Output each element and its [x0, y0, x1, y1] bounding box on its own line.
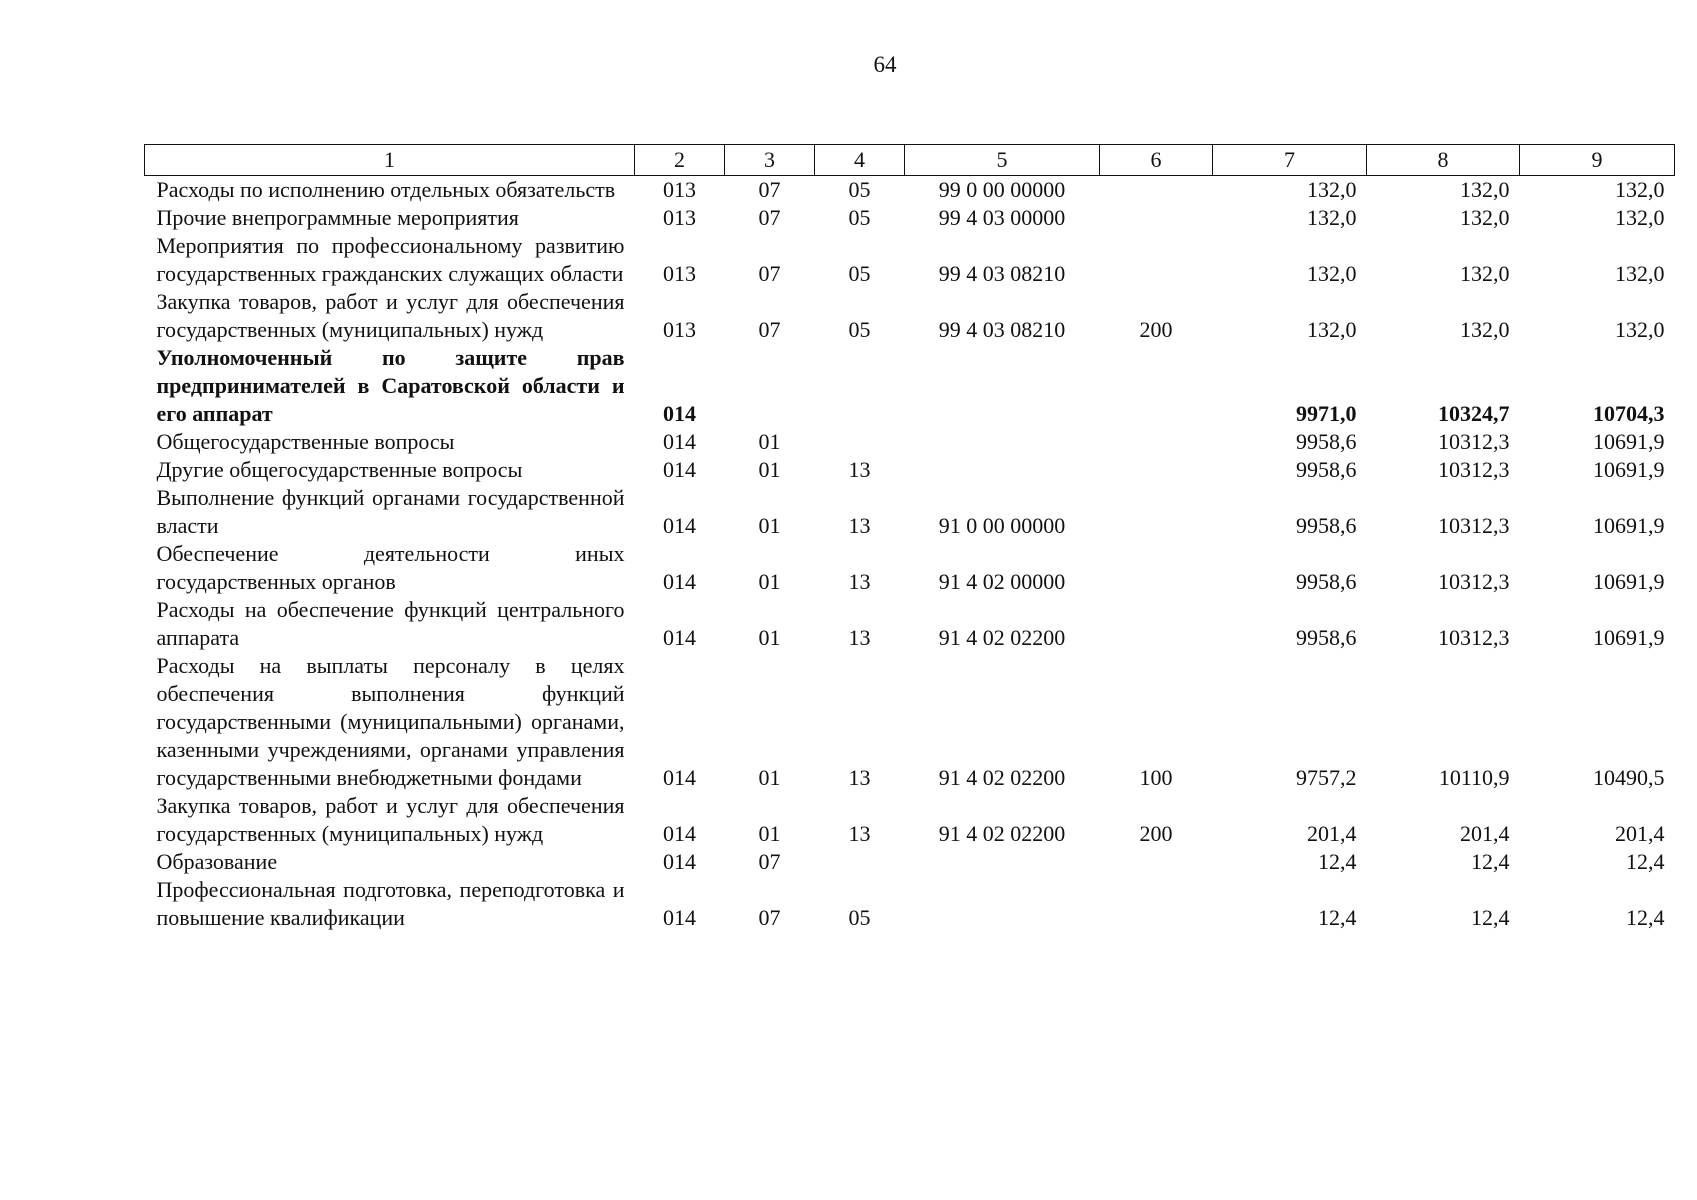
code-target-item-cell: 91 4 02 02200 [938, 821, 1066, 846]
code-admin-cell: 013 [663, 177, 696, 202]
code-expense-type-cell [1100, 540, 1213, 596]
code-admin-cell: 014 [663, 513, 696, 538]
column-header: 9 [1520, 145, 1675, 176]
column-header: 5 [905, 145, 1100, 176]
code-admin-cell: 014 [663, 905, 696, 930]
code-target-item-cell [905, 428, 1100, 456]
amount-col9-cell: 132,0 [1615, 205, 1665, 230]
amount-col8-cell: 132,0 [1460, 205, 1510, 230]
code-section-cell: 01 [758, 513, 781, 538]
code-expense-type-cell: 200 [1139, 317, 1173, 342]
amount-col7-cell: 9958,6 [1296, 429, 1357, 454]
code-admin-cell: 014 [663, 821, 696, 846]
code-subsection-cell [815, 428, 905, 456]
code-section-cell: 07 [758, 205, 781, 230]
column-header: 6 [1100, 145, 1213, 176]
amount-col8-cell: 10324,7 [1438, 401, 1510, 426]
table-row [145, 652, 1675, 792]
amount-col8-cell: 10312,3 [1438, 513, 1510, 538]
code-subsection-cell: 05 [848, 177, 871, 202]
code-expense-type-cell [1100, 232, 1213, 288]
row-name-cell: Мероприятия по профессиональному развитию государственных гражданских служащих области [156, 233, 625, 286]
amount-col7-cell: 12,4 [1318, 905, 1357, 930]
table-row [145, 456, 1675, 484]
column-header: 1 [145, 145, 635, 176]
amount-col9-cell: 10691,9 [1593, 513, 1665, 538]
row-name-cell: Прочие внепрограммные мероприятия [156, 205, 519, 230]
code-admin-cell: 014 [663, 457, 696, 482]
code-section-cell: 07 [758, 905, 781, 930]
row-name-cell: Обеспечение деятельности иных государственных органов [156, 541, 625, 594]
row-name-cell: Закупка товаров, работ и услуг для обеспечения государственных (муниципальных) нужд [156, 289, 625, 342]
amount-col9-cell: 12,4 [1626, 849, 1665, 874]
amount-col9-cell: 10691,9 [1593, 457, 1665, 482]
code-target-item-cell: 99 4 03 00000 [938, 205, 1066, 230]
amount-col7-cell: 9958,6 [1296, 625, 1357, 650]
table-row [145, 288, 1675, 344]
code-target-item-cell: 91 4 02 00000 [938, 569, 1066, 594]
amount-col7-cell: 12,4 [1318, 849, 1357, 874]
amount-col8-cell: 10312,3 [1438, 569, 1510, 594]
code-section-cell: 01 [758, 457, 781, 482]
table-row [145, 232, 1675, 288]
code-subsection-cell: 13 [848, 457, 871, 482]
row-name-cell: Закупка товаров, работ и услуг для обеспечения государственных (муниципальных) нужд [156, 793, 625, 846]
code-target-item-cell: 99 0 00 00000 [938, 177, 1066, 202]
table-row [145, 540, 1675, 596]
amount-col8-cell: 132,0 [1460, 177, 1510, 202]
code-subsection-cell: 13 [848, 765, 871, 790]
code-admin-cell: 014 [663, 429, 696, 454]
code-subsection-cell: 05 [848, 317, 871, 342]
code-expense-type-cell [1100, 204, 1213, 232]
code-target-item-cell [905, 344, 1100, 428]
row-name-cell: Общегосударственные вопросы [156, 429, 455, 454]
code-target-item-cell [905, 876, 1100, 932]
code-section-cell [725, 344, 815, 428]
code-admin-cell: 014 [663, 569, 696, 594]
code-expense-type-cell [1100, 456, 1213, 484]
amount-col7-cell: 9958,6 [1296, 569, 1357, 594]
amount-col8-cell: 12,4 [1471, 905, 1510, 930]
row-name-cell: Расходы по исполнению отдельных обязательств [156, 177, 616, 202]
code-section-cell: 07 [758, 177, 781, 202]
code-subsection-cell: 13 [848, 569, 871, 594]
code-subsection-cell: 05 [848, 205, 871, 230]
amount-col8-cell: 12,4 [1471, 849, 1510, 874]
code-section-cell: 01 [758, 625, 781, 650]
code-subsection-cell: 13 [848, 513, 871, 538]
code-expense-type-cell [1100, 428, 1213, 456]
code-subsection-cell: 13 [848, 821, 871, 846]
amount-col7-cell: 201,4 [1307, 821, 1357, 846]
code-target-item-cell [905, 456, 1100, 484]
code-section-cell: 07 [758, 317, 781, 342]
table-row [145, 848, 1675, 876]
code-expense-type-cell [1100, 848, 1213, 876]
column-header: 4 [815, 145, 905, 176]
amount-col7-cell: 132,0 [1307, 177, 1357, 202]
table-row [145, 428, 1675, 456]
code-section-cell: 01 [758, 429, 781, 454]
code-target-item-cell: 99 4 03 08210 [938, 317, 1066, 342]
amount-col8-cell: 201,4 [1460, 821, 1510, 846]
amount-col8-cell: 10312,3 [1438, 429, 1510, 454]
row-name-cell: Выполнение функций органами государственной власти [156, 485, 625, 538]
table-body [145, 176, 1675, 933]
header-row [145, 145, 1675, 176]
code-admin-cell: 013 [663, 317, 696, 342]
code-admin-cell: 013 [663, 205, 696, 230]
column-header: 3 [725, 145, 815, 176]
amount-col8-cell: 10110,9 [1438, 765, 1510, 790]
code-subsection-cell: 05 [848, 261, 871, 286]
page-number: 64 [873, 52, 897, 77]
code-section-cell: 01 [758, 569, 781, 594]
amount-col9-cell: 132,0 [1615, 261, 1665, 286]
amount-col8-cell: 10312,3 [1438, 457, 1510, 482]
table-row [145, 204, 1675, 232]
table-row [145, 344, 1675, 428]
code-expense-type-cell: 200 [1139, 821, 1173, 846]
code-expense-type-cell [1100, 176, 1213, 205]
code-subsection-cell: 05 [848, 905, 871, 930]
row-name-cell: Профессиональная подготовка, переподготовка и повышение квалификации [156, 877, 625, 930]
code-expense-type-cell [1100, 596, 1213, 652]
code-expense-type-cell: 100 [1139, 765, 1173, 790]
amount-col9-cell: 132,0 [1615, 317, 1665, 342]
code-expense-type-cell [1100, 344, 1213, 428]
code-target-item-cell: 99 4 03 08210 [938, 261, 1066, 286]
amount-col8-cell: 132,0 [1460, 317, 1510, 342]
code-admin-cell: 013 [663, 261, 696, 286]
amount-col7-cell: 132,0 [1307, 261, 1357, 286]
code-section-cell: 07 [758, 849, 781, 874]
amount-col9-cell: 12,4 [1626, 905, 1665, 930]
amount-col8-cell: 132,0 [1460, 261, 1510, 286]
code-target-item-cell: 91 4 02 02200 [938, 625, 1066, 650]
amount-col7-cell: 132,0 [1307, 205, 1357, 230]
row-name-cell: Образование [156, 849, 278, 874]
table-row [145, 876, 1675, 932]
code-subsection-cell: 13 [848, 625, 871, 650]
code-target-item-cell: 91 4 02 02200 [938, 765, 1066, 790]
table-row [145, 176, 1675, 205]
code-section-cell: 01 [758, 765, 781, 790]
column-header: 2 [635, 145, 725, 176]
code-admin-cell: 014 [663, 401, 696, 426]
code-target-item-cell: 91 0 00 00000 [938, 513, 1066, 538]
code-target-item-cell [905, 848, 1100, 876]
amount-col9-cell: 10691,9 [1593, 569, 1665, 594]
column-header: 8 [1367, 145, 1520, 176]
amount-col7-cell: 9757,2 [1296, 765, 1357, 790]
code-expense-type-cell [1100, 876, 1213, 932]
code-expense-type-cell [1100, 484, 1213, 540]
table-row [145, 484, 1675, 540]
amount-col8-cell: 10312,3 [1438, 625, 1510, 650]
row-name-cell: Расходы на выплаты персоналу в целях обеспечения выполнения функций государственными (муниципальными) органами, казенными учреждениями, органами управления государственными внебюджетными фондами [156, 653, 625, 790]
amount-col9-cell: 201,4 [1615, 821, 1665, 846]
amount-col7-cell: 9958,6 [1296, 513, 1357, 538]
row-name-cell: Другие общегосударственные вопросы [156, 457, 523, 482]
amount-col7-cell: 132,0 [1307, 317, 1357, 342]
table-row [145, 792, 1675, 848]
code-admin-cell: 014 [663, 625, 696, 650]
amount-col9-cell: 10691,9 [1593, 429, 1665, 454]
amount-col7-cell: 9958,6 [1296, 457, 1357, 482]
code-admin-cell: 014 [663, 765, 696, 790]
budget-table [144, 144, 1675, 932]
amount-col9-cell: 132,0 [1615, 177, 1665, 202]
row-name-cell: Уполномоченный по защите прав предпринимателей в Саратовской области и его аппарат [156, 345, 625, 426]
amount-col7-cell: 9971,0 [1296, 401, 1357, 426]
amount-col9-cell: 10691,9 [1593, 625, 1665, 650]
code-subsection-cell [815, 344, 905, 428]
amount-col9-cell: 10490,5 [1593, 765, 1665, 790]
code-admin-cell: 014 [663, 849, 696, 874]
code-section-cell: 01 [758, 821, 781, 846]
amount-col9-cell: 10704,3 [1593, 401, 1665, 426]
table-row [145, 596, 1675, 652]
code-subsection-cell [815, 848, 905, 876]
code-section-cell: 07 [758, 261, 781, 286]
column-header: 7 [1213, 145, 1367, 176]
row-name-cell: Расходы на обеспечение функций центрального аппарата [156, 597, 625, 650]
